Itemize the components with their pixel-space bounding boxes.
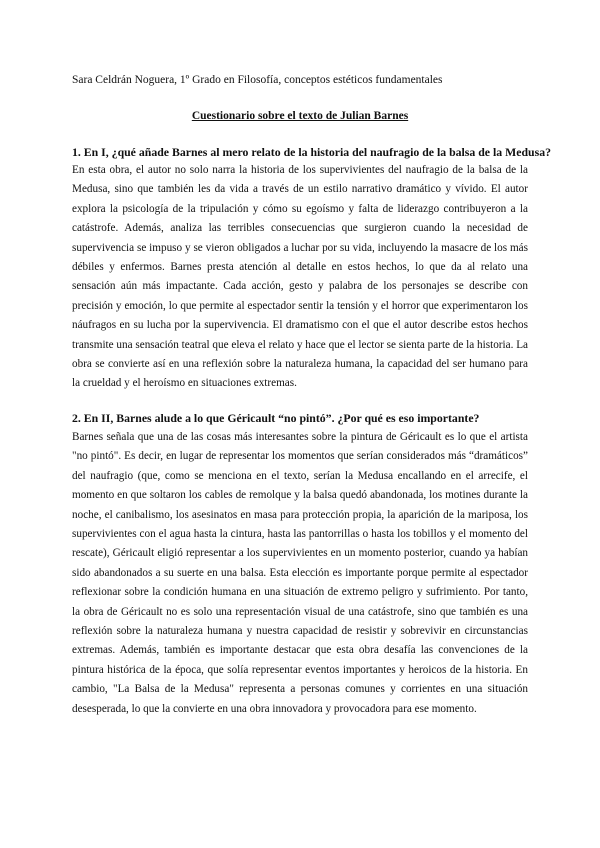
question-1-answer: En esta obra, el autor no solo narra la historia de los supervivientes del naufragio de la balsa de la Medusa, sino que también les da vida a través de un estilo narrativo dramático y vívido. El autor explora la psicología de la tripulación y cómo su egoísmo y falta de liderazgo contribuyeron a la catástrofe. Además, analiza las terribles consecuencias que surgieron cuando la necesidad de supervivencia se impuso y se vieron obligados a luchar por su vida, incluyendo la masacre de los más débiles y enfermos. Barnes presta atención al detalle en estos hechos, lo que da al relato una sensación aún más impactante. Cada acción, gesto y palabra de los personajes se describe con precisión y emoción, lo que permite al espectador sentir la tensión y el horror que experimentaron los náufragos en su lucha por la supervivencia. El dramatismo con el que el autor describe estos hechos transmite una sensación teatral que eleva el relato y hace que el lector se sienta parte de la historia. La obra se convierte así en una reflexión sobre la naturaleza humana, la capacidad del ser humano para la crueldad y el heroísmo en situaciones extremas. xyxy=(72,164,528,390)
question-1-heading: 1. En I, ¿qué añade Barnes al mero relato de la historia del naufragio de la balsa de la Medusa? xyxy=(72,145,552,159)
question-2-answer: Barnes señala que una de las cosas más interesantes sobre la pintura de Géricault es lo que el artista "no pintó". Es decir, en lugar de representar los momentos que serían considerados más “dramáticos” del naufragio (que, como se menciona en el texto, serían la Medusa encallando en el arrecife, el momento en que soltaron los cables de remolque y la balsa quedó abandonada, los motines durante la noche, el canibalismo, los asesinatos en masa para protección propia, la aparición de la mariposa, los supervivientes con el agua hasta la cintura, hasta las pantorrillas o hasta los tobillos y el momento del rescate), Géricault eligió representar a los supervivientes en un momento posterior, cuando ya habían sido abandonados a su suerte en una balsa. Esta elección es importante porque permite al espectador reflexionar sobre la condición humana en una situación de extremo peligro y sufrimiento. Por tanto, la obra de Géricault no es solo una representación visual de una catástrofe, sino que también es una reflexión sobre la naturaleza humana y nuestra capacidad de resistir y sobrevivir en circunstancias extremas. Además, también es importante destacar que esta obra desafía las convenciones de la pintura histórica de la época, que solía representar eventos importantes y heroicos de la historia. En cambio, "La Balsa de la Medusa" representa a personas comunes y corrientes en una situación desesperada, lo que la convierte en una obra innovadora y provocadora para ese momento. xyxy=(72,431,528,715)
document-title: Cuestionario sobre el texto de Julian Barnes xyxy=(191,110,409,122)
author-line: Sara Celdrán Noguera, 1º Grado en Filosofía, conceptos estéticos fundamentales xyxy=(72,74,443,86)
question-2-heading: 2. En II, Barnes alude a lo que Géricault “no pintó”. ¿Por qué es eso importante? xyxy=(72,411,480,425)
